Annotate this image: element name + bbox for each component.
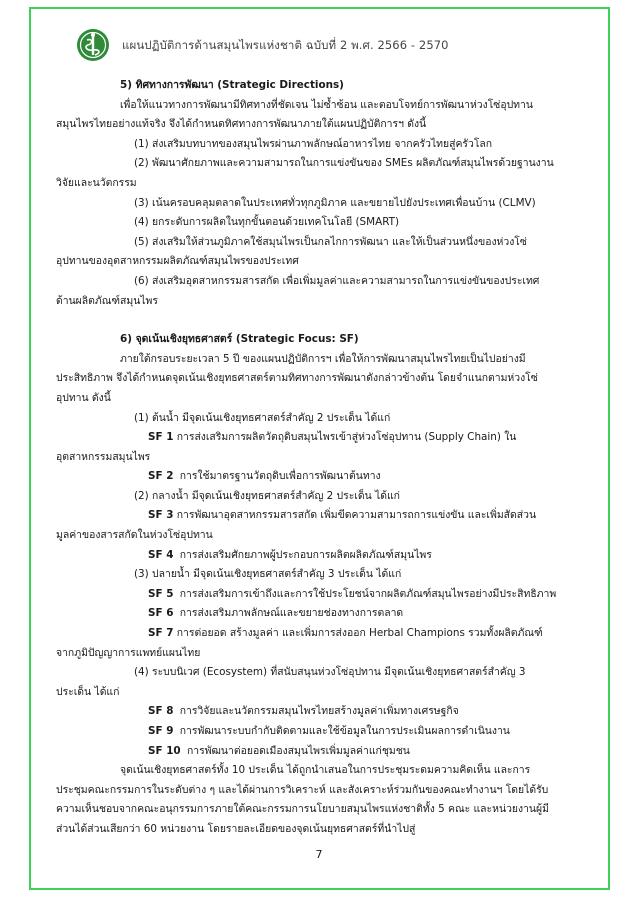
sf-code: SF 5 [148, 587, 174, 600]
sf-code: SF 1 [148, 431, 174, 444]
section-5-heading: 5) ทิศทางการพัฒนา (Strategic Directions) [120, 79, 344, 91]
section-6-heading: 6) จุดเน้นเชิงยุทธศาสตร์ (Strategic Focus: SF) [120, 333, 359, 346]
sf-code: SF 7 [148, 627, 174, 640]
direction-item: (4) ยกระดับการผลิตในทุกขั้นตอนด้วยเทคโนโลยี (SMART) [134, 216, 400, 229]
direction-item: (6) ส่งเสริมอุตสาหกรรมสารสกัด เพื่อเพิ่มมูลค่าและความสามารถในการแข่งขันของประเทศด้านผลิตภัณฑ์สมุนไพร [56, 274, 540, 307]
strategic-focus-item [56, 585, 558, 605]
direction-item: (5) ส่งเสริมให้ส่วนภูมิภาคใช้สมุนไพรเป็นกลไกการพัฒนา และให้เป็นส่วนหนึ่งของห่วงโซ่อุปทานของอุตสาหกรรมผลิตภัณฑ์สมุนไพรของประเทศ [56, 235, 527, 268]
sf-text: การพัฒนาต่อยอดเมืองสมุนไพรเพิ่มมูลค่าแก่ชุมชน [186, 744, 410, 757]
sf-code: SF 10 [148, 744, 181, 757]
sf-code: SF 2 [148, 470, 174, 483]
page-number: 7 [315, 848, 323, 861]
sf-code: SF 3 [148, 509, 174, 522]
supply-chain-group-title: (1) ต้นน้ำ มีจุดเน้นเชิงยุทธศาสตร์สำคัญ 2 ประเด็น ได้แก่ [134, 411, 391, 424]
section-5-intro: เพื่อให้แนวทางการพัฒนามีทิศทางที่ชัดเจน ไม่ซ้ำซ้อน และตอบโจทย์การพัฒนาห่วงโซ่อุปทานสมุนไพรไทยอย่างแท้จริง จึงได้กำหนดทิศทางการพัฒนาภายใต้แผนปฏิบัติการฯ ดังนี้ [56, 98, 533, 131]
page-header [76, 28, 596, 64]
direction-item: (1) ส่งเสริมบทบาทของสมุนไพรผ่านภาพลักษณ์อาหารไทย จากครัวไทยสู่ครัวโลก [134, 137, 493, 150]
sf-text: การพัฒนาอุตสาหกรรมสารสกัด เพิ่มขีดความสามารถการแข่งขัน และเพิ่มสัดส่วนมูลค่าของสารสกัดในห่วงโซ่อุปทาน [56, 509, 537, 542]
sf-text: การใช้มาตรฐานวัตถุดิบเพื่อการพัฒนาต้นทาง [179, 470, 381, 483]
sf-code: SF 6 [148, 607, 174, 620]
direction-item: (2) พัฒนาศักยภาพและความสามารถในการแข่งขันของ SMEs ผลิตภัณฑ์สมุนไพรด้วยฐานงานวิจัยและนวัตกรรม [56, 157, 554, 189]
header-title: แผนปฏิบัติการด้านสมุนไพรแห่งชาติ ฉบับที่ 2 พ.ศ. 2566 - 2570 [122, 38, 449, 52]
strategic-focus-item [56, 546, 558, 566]
sf-code: SF 4 [148, 548, 174, 561]
sf-text: การส่งเสริมการเข้าถึงและการใช้ประโยชน์จากผลิตภัณฑ์สมุนไพรอย่างมีประสิทธิภาพ [179, 587, 557, 600]
strategic-focus-item [56, 624, 558, 663]
strategic-focus-item [56, 467, 558, 487]
strategic-focus-item [56, 702, 558, 722]
strategic-focus-item [56, 604, 558, 624]
document-body [56, 76, 558, 840]
supply-chain-group-title: (2) กลางน้ำ มีจุดเน้นเชิงยุทธศาสตร์สำคัญ 2 ประเด็น ได้แก่ [134, 489, 400, 502]
supply-chain-group-title: (4) ระบบนิเวศ (Ecosystem) ที่สนับสนุนห่วงโซ่อุปทาน มีจุดเน้นเชิงยุทธศาสตร์สำคัญ 3 ประเด็น ได้แก่ [56, 666, 526, 698]
strategic-focus-item [56, 506, 558, 545]
sf-text: การส่งเสริมการผลิตวัตถุดิบสมุนไพรเข้าสู่ห่วงโซ่อุปทาน (Supply Chain) ในอุตสาหกรรมสมุนไพร [56, 431, 517, 463]
ministry-emblem-icon [76, 28, 110, 62]
strategic-focus-item [56, 742, 558, 762]
direction-item: (3) เน้นครอบคลุมตลาดในประเทศทั่วทุกภูมิภาค และขยายไปยังประเทศเพื่อนบ้าน (CLMV) [134, 196, 536, 209]
strategic-focus-item [56, 428, 558, 467]
sf-text: การส่งเสริมศักยภาพผู้ประกอบการผลิตผลิตภัณฑ์สมุนไพร [179, 548, 432, 561]
section-6-intro: ภายใต้กรอบระยะเวลา 5 ปี ของแผนปฏิบัติการฯ เพื่อให้การพัฒนาสมุนไพรไทยเป็นไปอย่างมีประสิทธิภาพ จึงได้กำหนดจุดเน้นเชิงยุทธศาสตร์ตามทิศทางการพัฒนาดังกล่าวข้างต้น โดยจำแนกตามห่วงโซ่อุปทาน ดังนี้ [56, 352, 538, 404]
section-6-closing: จุดเน้นเชิงยุทธศาสตร์ทั้ง 10 ประเด็น ได้ถูกนำเสนอในการประชุมระดมความคิดเห็น และการประชุมคณะกรรมการในระดับต่าง ๆ และได้ผ่านการวิเคราะห์ และสังเคราะห์ร่วมกันของคณะทำงานฯ โดยได้รับความเห็นชอบจากคณะอนุกรรมการภายใต้คณะกรรมการนโยบายสมุนไพรแห่งชาติทั้ง 5 คณะ และหน่วยงานผู้มีส่วนได้ส่วนเสียกว่า 60 หน่วยงาน โดยรายละเอียดของจุดเน้นยุทธศาสตร์ที่นำไปสู่ [56, 764, 549, 835]
sf-text: การพัฒนาระบบกำกับติดตามและใช้ข้อมูลในการประเมินผลการดำเนินงาน [179, 725, 510, 737]
sf-text: การต่อยอด สร้างมูลค่า และเพิ่มการส่งออก Herbal Champions รวมทั้งผลิตภัณฑ์จากภูมิปัญญาการแพทย์แผนไทย [56, 627, 543, 659]
supply-chain-group-title: (3) ปลายน้ำ มีจุดเน้นเชิงยุทธศาสตร์สำคัญ 3 ประเด็น ได้แก่ [134, 568, 402, 581]
sf-text: การส่งเสริมภาพลักษณ์และขยายช่องทางการตลาด [179, 607, 404, 620]
sf-code: SF 8 [148, 705, 174, 718]
strategic-focus-item [56, 722, 558, 742]
sf-text: การวิจัยและนวัตกรรมสมุนไพรไทยสร้างมูลค่าเพิ่มทางเศรษฐกิจ [179, 705, 459, 718]
sf-code: SF 9 [148, 725, 174, 737]
